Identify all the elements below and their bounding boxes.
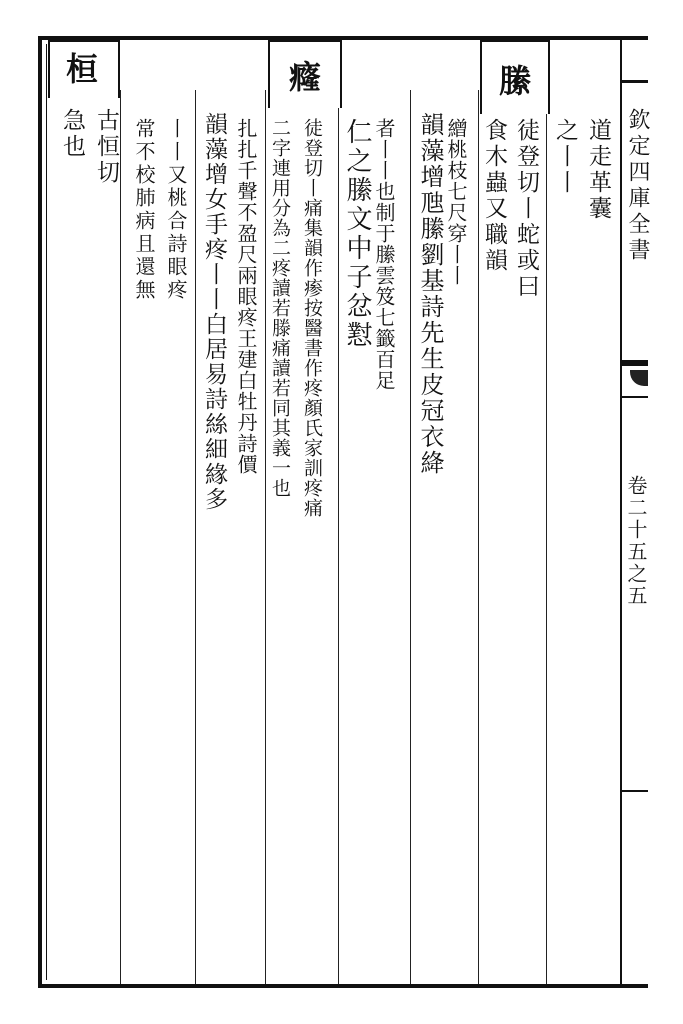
frame-bottom-rule — [38, 984, 648, 988]
text-column-wrap: 扎扎千聲不盈尺兩眼疼王建白牡丹詩價 — [234, 118, 258, 475]
head-char-long: 癃 — [284, 60, 322, 92]
text-column: 之丨丨 — [552, 118, 578, 196]
text-column-wrap: 者丨丨也制于縢雲笈七籤百足 — [372, 118, 396, 391]
frame-left-rule — [38, 36, 42, 988]
frame-top-rule — [38, 36, 648, 40]
text-column: 常不校肺病且還無 — [132, 118, 156, 302]
margin-fishtail-shape — [630, 370, 648, 386]
text-column: 徒登切丨蛇或曰 — [513, 118, 539, 300]
column-line — [265, 90, 266, 984]
frame-left-inner-rule — [46, 44, 47, 980]
margin-fishtail-line — [622, 396, 648, 398]
text-column: 仁之縢文中子忿懟 — [342, 118, 372, 350]
column-line — [195, 90, 196, 984]
column-line — [546, 90, 547, 984]
text-column: 古恒切 — [93, 108, 119, 186]
text-column: 徒登切丨痛集韻作瘆按醫書作疼顏氏家訓疼痛 — [301, 118, 323, 518]
text-column-wrap: 繒桃枝七尺穿丨丨 — [444, 118, 468, 286]
margin-fishtail-top — [622, 360, 648, 366]
margin-top-cap — [622, 80, 648, 83]
head-char-heng: 桓 — [61, 52, 99, 84]
column-line — [410, 90, 411, 984]
text-column: 二字連用分為二疼讀若滕痛讀若同其義一也 — [269, 118, 291, 498]
text-column: 韻藻增虺縢劉基詩先生皮冠衣絳 — [416, 112, 444, 476]
text-column: 食木蟲又職韻 — [481, 118, 507, 274]
margin-volume: 卷二十五之五 — [624, 475, 648, 607]
head-char-teng: 縢 — [494, 64, 532, 96]
text-column: 丨丨又桃合詩眼疼 — [164, 118, 188, 302]
column-line — [338, 90, 339, 984]
column-line — [478, 90, 479, 984]
column-line — [120, 90, 121, 984]
text-column: 韻藻增女手疼丨丨白居易詩絲細緣多 — [201, 112, 227, 512]
margin-bottom-line — [622, 790, 648, 792]
text-column: 急也 — [59, 108, 85, 160]
margin-title: 欽定四庫全書 — [625, 108, 650, 264]
margin-rule — [620, 40, 622, 984]
text-column: 道走革囊 — [585, 118, 611, 222]
